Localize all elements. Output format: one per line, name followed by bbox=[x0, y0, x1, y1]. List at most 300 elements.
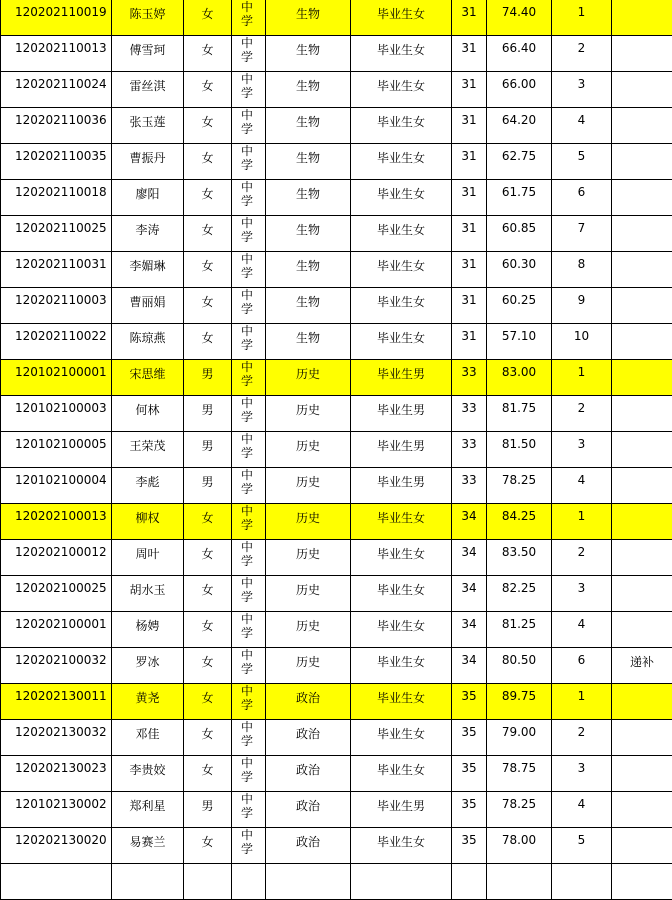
candidate-type-cell bbox=[351, 324, 452, 360]
candidate-type-cell bbox=[351, 0, 452, 36]
rank-text: 6 bbox=[552, 648, 611, 667]
name-text: 黄尧 bbox=[112, 684, 183, 706]
score-cell bbox=[487, 108, 552, 144]
table-row bbox=[1, 468, 672, 504]
id-text: 120202130020 bbox=[15, 828, 111, 847]
score-cell bbox=[487, 576, 552, 612]
name-cell bbox=[112, 828, 184, 864]
subject-text: 生物 bbox=[266, 288, 350, 310]
id-text bbox=[15, 864, 111, 869]
table-row bbox=[1, 288, 672, 324]
name-cell bbox=[112, 180, 184, 216]
level-text: 中学 bbox=[232, 360, 253, 388]
candidate-type-cell bbox=[351, 828, 452, 864]
gender-text: 男 bbox=[184, 432, 231, 454]
table-row bbox=[1, 576, 672, 612]
position-code-cell bbox=[452, 684, 487, 720]
note-cell bbox=[612, 792, 672, 828]
name-text: 何林 bbox=[112, 396, 183, 418]
name-cell bbox=[112, 36, 184, 72]
rank-text: 3 bbox=[552, 756, 611, 775]
id-text: 120202110003 bbox=[15, 288, 111, 307]
table-row bbox=[1, 720, 672, 756]
gender-text: 女 bbox=[184, 216, 231, 238]
note-text bbox=[612, 612, 672, 617]
table-row bbox=[1, 828, 672, 864]
subject-cell bbox=[266, 324, 351, 360]
position-code-cell bbox=[452, 396, 487, 432]
exam-number-cell bbox=[1, 216, 112, 252]
id-text: 120102100005 bbox=[15, 432, 111, 451]
exam-number-cell bbox=[1, 468, 112, 504]
candidate-type-cell bbox=[351, 144, 452, 180]
exam-number-cell bbox=[1, 792, 112, 828]
subject-cell bbox=[266, 0, 351, 36]
position-code-cell bbox=[452, 504, 487, 540]
id-text: 120102130002 bbox=[15, 792, 111, 811]
code-text: 34 bbox=[452, 504, 486, 523]
school-level-cell bbox=[232, 324, 266, 360]
subject-text: 历史 bbox=[266, 648, 350, 670]
type-text: 毕业生女 bbox=[351, 684, 451, 706]
code-text: 31 bbox=[452, 144, 486, 163]
note-text bbox=[612, 288, 672, 293]
rank-text: 8 bbox=[552, 252, 611, 271]
note-text bbox=[612, 216, 672, 221]
score-cell bbox=[487, 468, 552, 504]
school-level-cell bbox=[232, 576, 266, 612]
gender-cell bbox=[184, 468, 232, 504]
table-row bbox=[1, 648, 672, 684]
position-code-cell bbox=[452, 648, 487, 684]
note-text bbox=[612, 576, 672, 581]
subject-cell bbox=[266, 360, 351, 396]
position-code-cell bbox=[452, 144, 487, 180]
note-cell bbox=[612, 216, 672, 252]
score-cell bbox=[487, 684, 552, 720]
name-cell bbox=[112, 612, 184, 648]
subject-text: 生物 bbox=[266, 36, 350, 58]
subject-cell bbox=[266, 792, 351, 828]
table-row bbox=[1, 324, 672, 360]
table-row bbox=[1, 504, 672, 540]
rank-text: 4 bbox=[552, 468, 611, 487]
school-level-cell bbox=[232, 468, 266, 504]
exam-number-cell bbox=[1, 540, 112, 576]
gender-text: 男 bbox=[184, 468, 231, 490]
gender-text: 女 bbox=[184, 576, 231, 598]
candidate-type-cell bbox=[351, 396, 452, 432]
score-text: 82.25 bbox=[487, 576, 551, 595]
note-cell bbox=[612, 144, 672, 180]
candidate-type-cell bbox=[351, 576, 452, 612]
type-text: 毕业生女 bbox=[351, 612, 451, 634]
score-text: 61.75 bbox=[487, 180, 551, 199]
name-text: 曹丽娟 bbox=[112, 288, 183, 310]
table-row bbox=[1, 216, 672, 252]
score-text: 60.25 bbox=[487, 288, 551, 307]
level-text: 中学 bbox=[232, 36, 253, 64]
rank-text: 10 bbox=[552, 324, 611, 343]
gender-text: 女 bbox=[184, 828, 231, 850]
type-text: 毕业生男 bbox=[351, 360, 451, 382]
exam-number-cell bbox=[1, 396, 112, 432]
exam-number-cell bbox=[1, 0, 112, 36]
name-cell bbox=[112, 648, 184, 684]
score-text: 57.10 bbox=[487, 324, 551, 343]
score-cell bbox=[487, 540, 552, 576]
rank-text: 3 bbox=[552, 72, 611, 91]
rank-text: 1 bbox=[552, 684, 611, 703]
exam-number-cell bbox=[1, 72, 112, 108]
note-cell bbox=[612, 684, 672, 720]
score-cell bbox=[487, 360, 552, 396]
school-level-cell bbox=[232, 756, 266, 792]
note-text bbox=[612, 468, 672, 473]
level-text: 中学 bbox=[232, 756, 253, 784]
name-text: 李贵姣 bbox=[112, 756, 183, 778]
gender-text: 女 bbox=[184, 0, 231, 22]
gender-cell bbox=[184, 288, 232, 324]
subject-text: 历史 bbox=[266, 612, 350, 634]
name-text: 曹振丹 bbox=[112, 144, 183, 166]
rank-text: 4 bbox=[552, 108, 611, 127]
name-text: 李涛 bbox=[112, 216, 183, 238]
note-cell bbox=[612, 504, 672, 540]
school-level-cell bbox=[232, 684, 266, 720]
position-code-cell bbox=[452, 324, 487, 360]
rank-cell bbox=[552, 468, 612, 504]
level-text: 中学 bbox=[232, 0, 253, 28]
id-text: 120202110013 bbox=[15, 36, 111, 55]
code-text: 34 bbox=[452, 576, 486, 595]
table-row bbox=[1, 684, 672, 720]
id-text: 120202130032 bbox=[15, 720, 111, 739]
type-text: 毕业生女 bbox=[351, 324, 451, 346]
type-text: 毕业生女 bbox=[351, 144, 451, 166]
gender-text: 女 bbox=[184, 144, 231, 166]
name-cell bbox=[112, 432, 184, 468]
note-cell bbox=[612, 180, 672, 216]
gender-cell bbox=[184, 432, 232, 468]
candidate-type-cell bbox=[351, 360, 452, 396]
rank-cell bbox=[552, 576, 612, 612]
name-text: 陈琼燕 bbox=[112, 324, 183, 346]
gender-cell bbox=[184, 540, 232, 576]
score-cell bbox=[487, 828, 552, 864]
candidate-type-cell bbox=[351, 504, 452, 540]
level-text: 中学 bbox=[232, 72, 253, 100]
note-cell bbox=[612, 612, 672, 648]
exam-number-cell bbox=[1, 612, 112, 648]
note-cell bbox=[612, 288, 672, 324]
exam-number-cell bbox=[1, 648, 112, 684]
table-row bbox=[1, 0, 672, 36]
subject-text: 政治 bbox=[266, 684, 350, 706]
id-text: 120202110022 bbox=[15, 324, 111, 343]
subject-cell bbox=[266, 396, 351, 432]
subject-cell bbox=[266, 648, 351, 684]
name-cell bbox=[112, 360, 184, 396]
note-cell bbox=[612, 828, 672, 864]
code-text: 33 bbox=[452, 432, 486, 451]
type-text: 毕业生女 bbox=[351, 828, 451, 850]
school-level-cell bbox=[232, 648, 266, 684]
type-text bbox=[351, 864, 451, 869]
gender-cell bbox=[184, 216, 232, 252]
note-text bbox=[612, 252, 672, 257]
rank-cell bbox=[552, 360, 612, 396]
gender-text: 女 bbox=[184, 252, 231, 274]
name-cell bbox=[112, 252, 184, 288]
code-text: 31 bbox=[452, 252, 486, 271]
score-text: 81.25 bbox=[487, 612, 551, 631]
candidate-type-cell bbox=[351, 612, 452, 648]
rank-text: 5 bbox=[552, 828, 611, 847]
position-code-cell bbox=[452, 576, 487, 612]
gender-text: 女 bbox=[184, 756, 231, 778]
note-cell bbox=[612, 72, 672, 108]
score-text: 78.75 bbox=[487, 756, 551, 775]
table-row bbox=[1, 756, 672, 792]
score-cell bbox=[487, 756, 552, 792]
school-level-cell bbox=[232, 540, 266, 576]
school-level-cell bbox=[232, 36, 266, 72]
name-text: 王荣茂 bbox=[112, 432, 183, 454]
code-text: 35 bbox=[452, 828, 486, 847]
rank-text bbox=[552, 864, 611, 869]
subject-cell bbox=[266, 504, 351, 540]
score-cell bbox=[487, 324, 552, 360]
exam-number-cell bbox=[1, 504, 112, 540]
gender-text: 女 bbox=[184, 540, 231, 562]
gender-text bbox=[184, 864, 231, 869]
exam-number-cell bbox=[1, 288, 112, 324]
name-cell bbox=[112, 576, 184, 612]
subject-text bbox=[266, 864, 350, 869]
name-cell bbox=[112, 72, 184, 108]
note-text bbox=[612, 792, 672, 797]
candidate-type-cell bbox=[351, 216, 452, 252]
table-row bbox=[1, 792, 672, 828]
note-cell bbox=[612, 252, 672, 288]
exam-number-cell bbox=[1, 360, 112, 396]
rank-cell bbox=[552, 72, 612, 108]
note-text bbox=[612, 180, 672, 185]
subject-text: 生物 bbox=[266, 72, 350, 94]
level-text: 中学 bbox=[232, 288, 253, 316]
note-text bbox=[612, 684, 672, 689]
position-code-cell bbox=[452, 72, 487, 108]
type-text: 毕业生女 bbox=[351, 72, 451, 94]
level-text: 中学 bbox=[232, 108, 253, 136]
position-code-cell bbox=[452, 720, 487, 756]
rank-cell bbox=[552, 504, 612, 540]
score-cell bbox=[487, 252, 552, 288]
subject-cell bbox=[266, 612, 351, 648]
exam-number-cell bbox=[1, 684, 112, 720]
note-text bbox=[612, 108, 672, 113]
table-row bbox=[1, 108, 672, 144]
note-text bbox=[612, 828, 672, 833]
code-text: 34 bbox=[452, 540, 486, 559]
note-cell bbox=[612, 432, 672, 468]
exam-number-cell bbox=[1, 252, 112, 288]
note-text bbox=[612, 324, 672, 329]
note-cell bbox=[612, 0, 672, 36]
school-level-cell bbox=[232, 828, 266, 864]
gender-text: 女 bbox=[184, 720, 231, 742]
table-row bbox=[1, 396, 672, 432]
level-text: 中学 bbox=[232, 324, 253, 352]
type-text: 毕业生女 bbox=[351, 288, 451, 310]
name-text: 杨娉 bbox=[112, 612, 183, 634]
position-code-cell bbox=[452, 288, 487, 324]
type-text: 毕业生男 bbox=[351, 468, 451, 490]
id-text: 120202110025 bbox=[15, 216, 111, 235]
name-text: 郑利星 bbox=[112, 792, 183, 814]
gender-cell bbox=[184, 252, 232, 288]
note-cell bbox=[612, 324, 672, 360]
candidate-type-cell bbox=[351, 756, 452, 792]
name-cell bbox=[112, 540, 184, 576]
id-text: 120202110035 bbox=[15, 144, 111, 163]
name-cell bbox=[112, 720, 184, 756]
score-text: 78.00 bbox=[487, 828, 551, 847]
gender-text: 女 bbox=[184, 648, 231, 670]
position-code-cell bbox=[452, 252, 487, 288]
gender-text: 女 bbox=[184, 504, 231, 526]
note-cell bbox=[612, 720, 672, 756]
id-text: 120202100013 bbox=[15, 504, 111, 523]
level-text: 中学 bbox=[232, 144, 253, 172]
name-cell bbox=[112, 684, 184, 720]
subject-cell bbox=[266, 720, 351, 756]
candidate-type-cell bbox=[351, 720, 452, 756]
level-text: 中学 bbox=[232, 216, 253, 244]
level-text: 中学 bbox=[232, 180, 253, 208]
score-text: 62.75 bbox=[487, 144, 551, 163]
exam-number-cell bbox=[1, 720, 112, 756]
type-text: 毕业生女 bbox=[351, 504, 451, 526]
note-cell bbox=[612, 468, 672, 504]
gender-cell bbox=[184, 756, 232, 792]
score-text: 66.40 bbox=[487, 36, 551, 55]
code-text: 31 bbox=[452, 108, 486, 127]
name-cell bbox=[112, 108, 184, 144]
candidate-type-cell bbox=[351, 540, 452, 576]
gender-cell bbox=[184, 108, 232, 144]
school-level-cell bbox=[232, 72, 266, 108]
subject-text: 生物 bbox=[266, 108, 350, 130]
name-text bbox=[112, 864, 183, 869]
table-row bbox=[1, 144, 672, 180]
rank-cell bbox=[552, 216, 612, 252]
gender-text: 女 bbox=[184, 612, 231, 634]
code-text: 34 bbox=[452, 612, 486, 631]
name-text: 邓佳 bbox=[112, 720, 183, 742]
score-text: 83.00 bbox=[487, 360, 551, 379]
rank-cell bbox=[552, 684, 612, 720]
score-text bbox=[487, 864, 551, 869]
rank-cell bbox=[552, 792, 612, 828]
name-cell bbox=[112, 504, 184, 540]
level-text: 中学 bbox=[232, 648, 253, 676]
name-cell bbox=[112, 288, 184, 324]
name-cell bbox=[112, 756, 184, 792]
position-code-cell bbox=[452, 432, 487, 468]
gender-cell bbox=[184, 828, 232, 864]
exam-number-cell bbox=[1, 324, 112, 360]
rank-cell bbox=[552, 720, 612, 756]
score-cell bbox=[487, 72, 552, 108]
id-text: 120102100003 bbox=[15, 396, 111, 415]
score-cell bbox=[487, 216, 552, 252]
gender-cell bbox=[184, 144, 232, 180]
gender-cell bbox=[184, 72, 232, 108]
score-text: 78.25 bbox=[487, 792, 551, 811]
gender-cell bbox=[184, 396, 232, 432]
score-cell bbox=[487, 432, 552, 468]
code-text: 33 bbox=[452, 468, 486, 487]
code-text: 31 bbox=[452, 0, 486, 19]
note-text bbox=[612, 360, 672, 365]
candidate-type-cell bbox=[351, 252, 452, 288]
rank-text: 3 bbox=[552, 432, 611, 451]
gender-text: 男 bbox=[184, 792, 231, 814]
note-cell bbox=[612, 396, 672, 432]
exam-number-cell bbox=[1, 576, 112, 612]
name-text: 李彪 bbox=[112, 468, 183, 490]
position-code-cell bbox=[452, 180, 487, 216]
rank-cell bbox=[552, 612, 612, 648]
position-code-cell bbox=[452, 792, 487, 828]
gender-text: 男 bbox=[184, 360, 231, 382]
subject-text: 政治 bbox=[266, 756, 350, 778]
rank-cell bbox=[552, 252, 612, 288]
subject-cell bbox=[266, 468, 351, 504]
name-text: 李媚琳 bbox=[112, 252, 183, 274]
rank-text: 6 bbox=[552, 180, 611, 199]
type-text: 毕业生女 bbox=[351, 252, 451, 274]
candidate-type-cell bbox=[351, 288, 452, 324]
level-text: 中学 bbox=[232, 396, 253, 424]
name-cell bbox=[112, 324, 184, 360]
code-text: 31 bbox=[452, 216, 486, 235]
gender-text: 女 bbox=[184, 324, 231, 346]
rank-cell bbox=[552, 396, 612, 432]
rank-cell bbox=[552, 180, 612, 216]
candidate-type-cell bbox=[351, 36, 452, 72]
score-cell bbox=[487, 0, 552, 36]
position-code-cell bbox=[452, 756, 487, 792]
position-code-cell bbox=[452, 216, 487, 252]
exam-number-cell bbox=[1, 432, 112, 468]
note-text bbox=[612, 540, 672, 545]
school-level-cell bbox=[232, 504, 266, 540]
exam-number-cell bbox=[1, 180, 112, 216]
rank-text: 1 bbox=[552, 0, 611, 19]
level-text: 中学 bbox=[232, 504, 253, 532]
position-code-cell bbox=[452, 108, 487, 144]
subject-text: 政治 bbox=[266, 828, 350, 850]
score-cell bbox=[487, 36, 552, 72]
level-text: 中学 bbox=[232, 720, 253, 748]
school-level-cell bbox=[232, 612, 266, 648]
score-cell bbox=[487, 504, 552, 540]
subject-cell bbox=[266, 288, 351, 324]
level-text: 中学 bbox=[232, 612, 253, 640]
